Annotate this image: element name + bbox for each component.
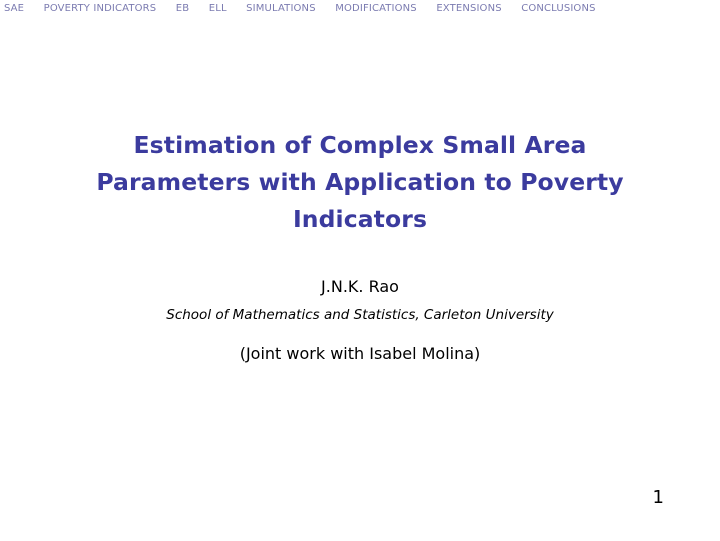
- nav-item-modifications[interactable]: MODIFICATIONS: [335, 3, 417, 14]
- page-number: 1: [652, 487, 664, 508]
- nav-item-extensions[interactable]: EXTENSIONS: [436, 3, 502, 14]
- nav-item-poverty-indicators[interactable]: POVERTY INDICATORS: [43, 3, 157, 14]
- slide-title-line-2: Parameters with Application to Poverty: [96, 168, 624, 196]
- nav-item-sae[interactable]: SAE: [4, 3, 25, 14]
- nav-item-eb[interactable]: EB: [175, 3, 190, 14]
- slide-title-line-3: Indicators: [292, 205, 428, 233]
- slide-title: [60, 127, 660, 238]
- section-navigation-bar: [0, 0, 720, 18]
- slide-title-line-1: Estimation of Complex Small Area: [133, 131, 587, 159]
- joint-work-note: (Joint work with Isabel Molina): [239, 344, 481, 363]
- author-affiliation: School of Mathematics and Statistics, Carleton University: [166, 307, 554, 323]
- author-name: J.N.K. Rao: [321, 277, 399, 296]
- nav-item-conclusions[interactable]: CONCLUSIONS: [521, 3, 596, 14]
- nav-item-simulations[interactable]: SIMULATIONS: [246, 3, 316, 14]
- nav-item-ell[interactable]: ELL: [208, 3, 227, 14]
